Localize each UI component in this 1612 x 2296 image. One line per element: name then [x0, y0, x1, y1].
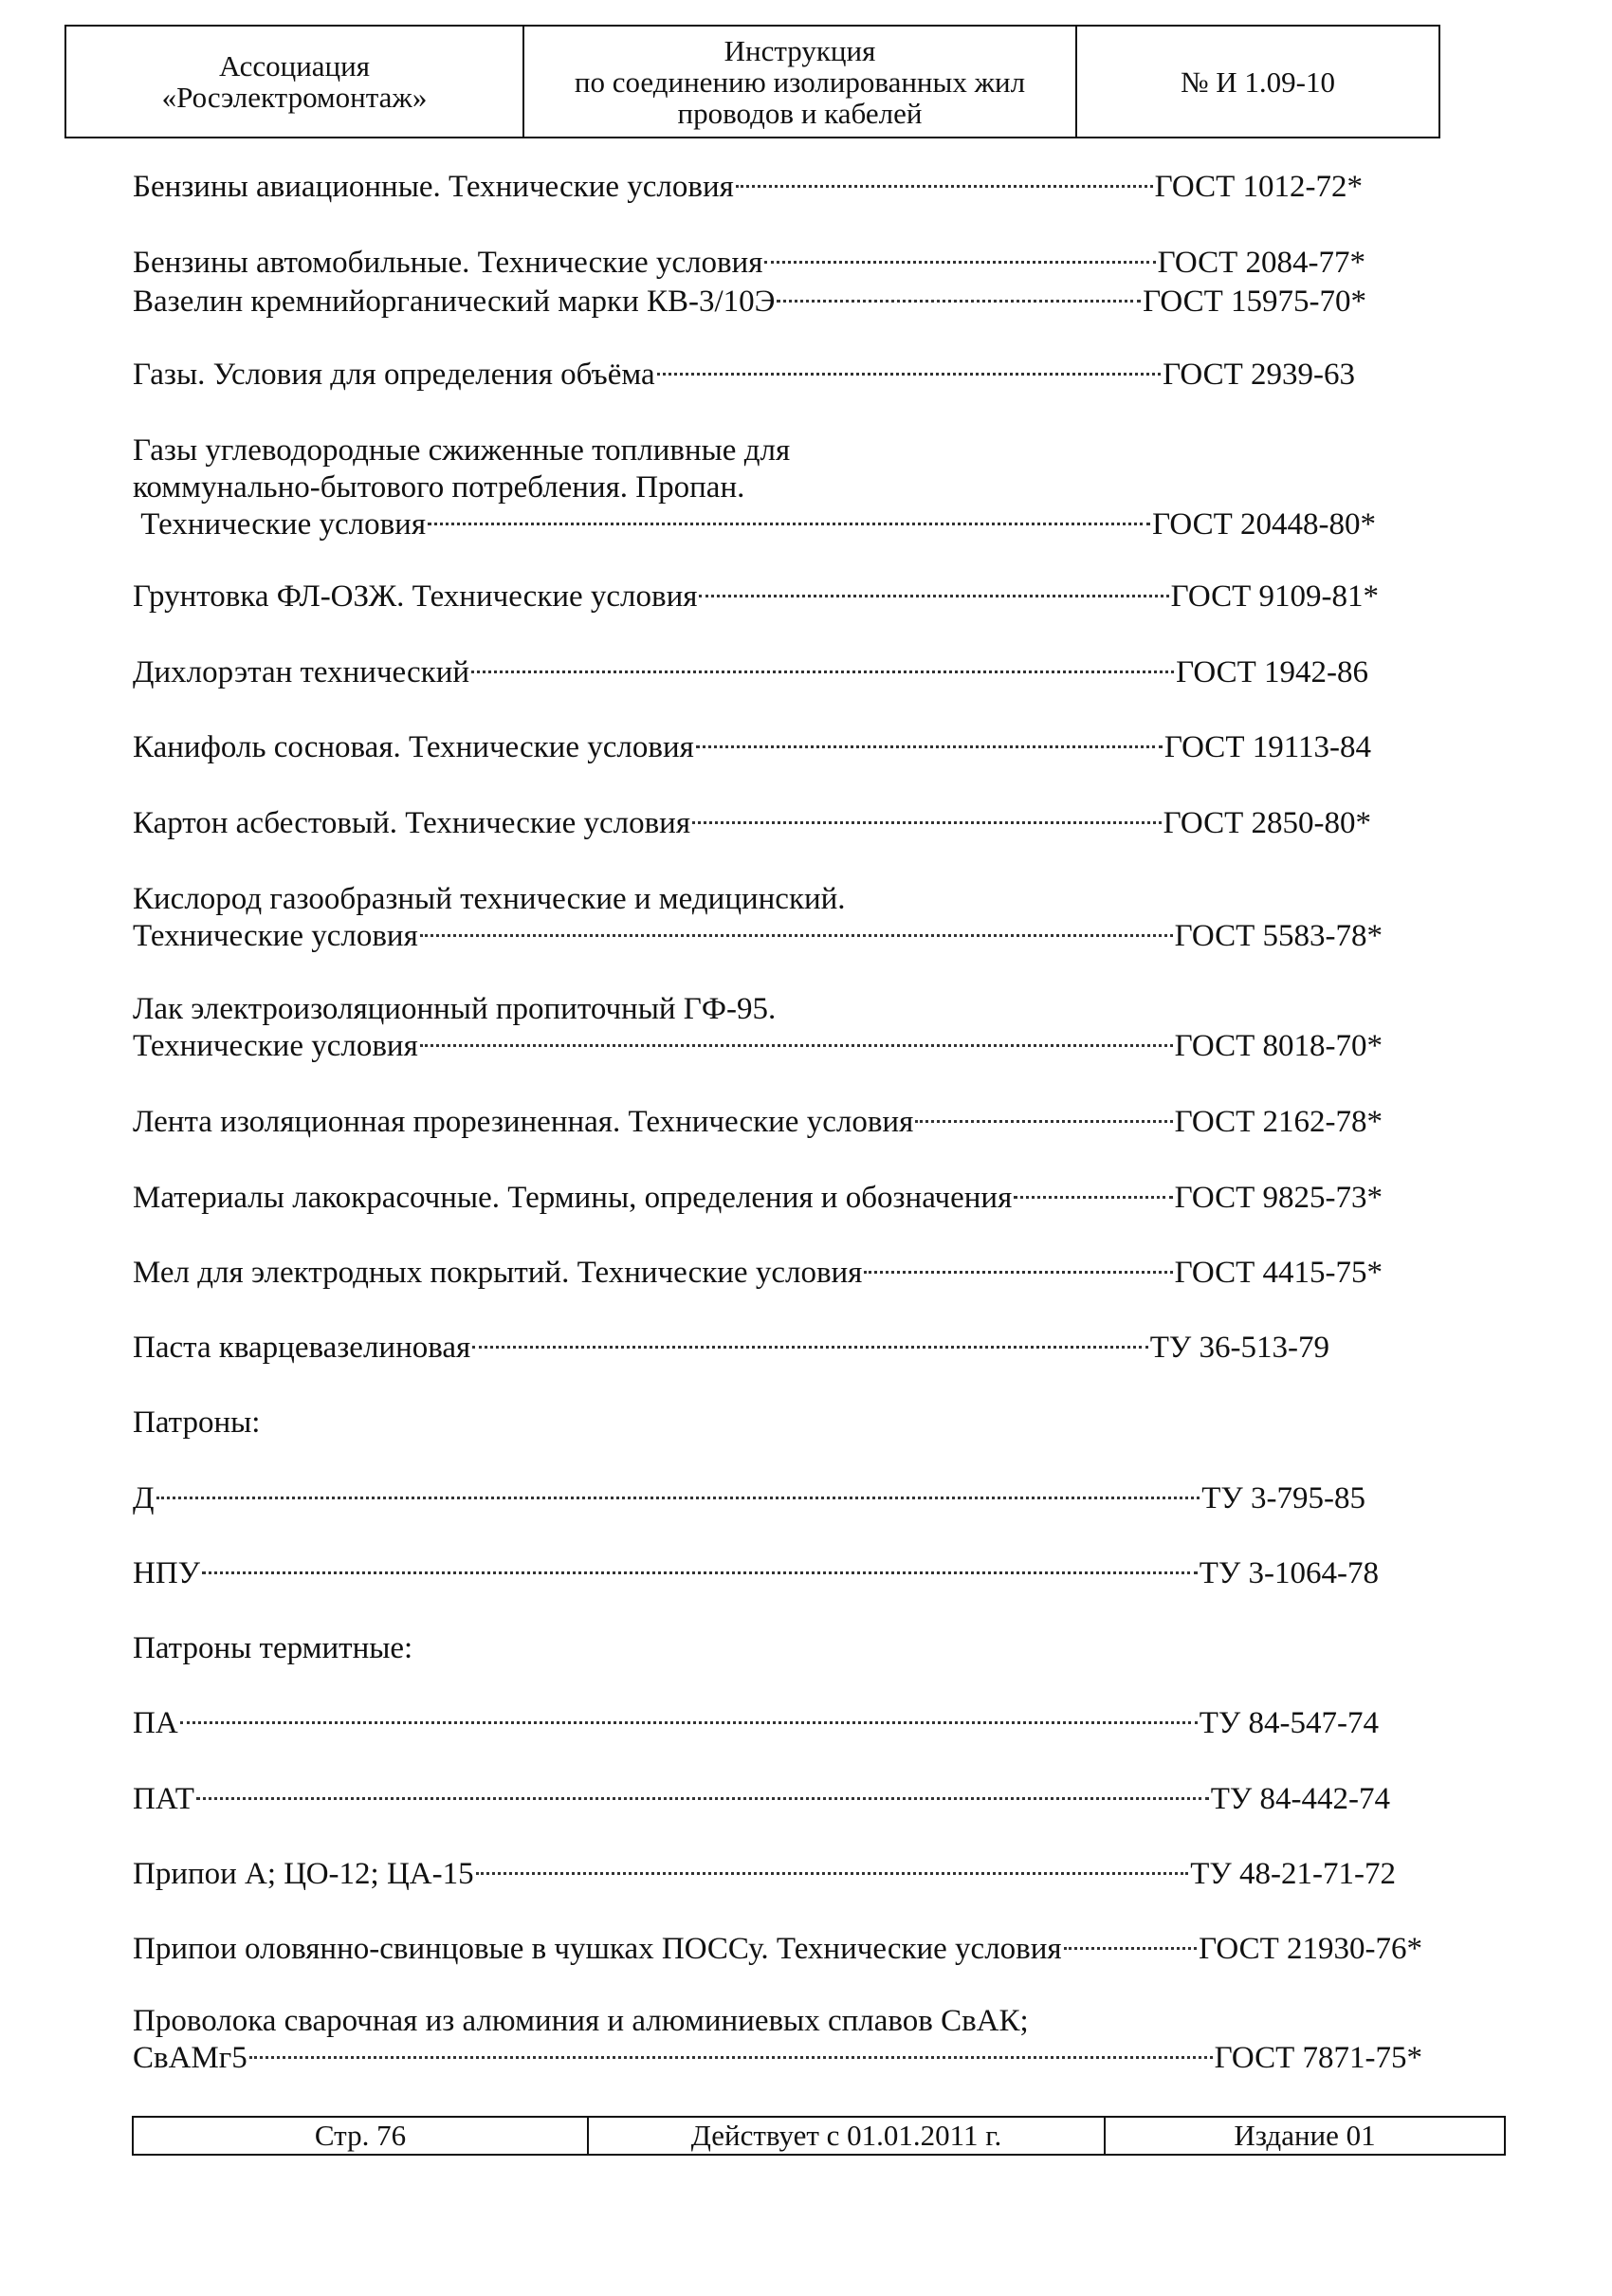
standard-reference: ТУ 36-513-79 [1149, 1331, 1329, 1365]
dot-leader [777, 300, 1141, 303]
dot-leader [915, 1120, 1172, 1123]
standard-reference: ГОСТ 2850-80* [1163, 806, 1371, 840]
reference-entry [133, 1180, 1383, 1217]
entry-row [133, 805, 1371, 842]
standard-reference: ГОСТ 20448-80* [1152, 507, 1376, 542]
dot-leader [699, 595, 1168, 597]
entry-row [133, 1330, 1329, 1367]
reference-entry [133, 579, 1379, 615]
reference-entry [133, 729, 1371, 766]
standard-reference: ГОСТ 15975-70* [1143, 285, 1366, 319]
reference-entry [133, 1856, 1396, 1893]
reference-entry [133, 1555, 1379, 1592]
entry-title: Припои А; ЦО-12; ЦА-15 [133, 1857, 474, 1891]
reference-entry [133, 357, 1355, 394]
document-title-line1: Инструкция [724, 33, 876, 67]
effective-date: Действует с 01.01.2011 г. [690, 2119, 1002, 2152]
entry-title: Патроны термитные: [133, 1631, 413, 1665]
entry-title: Бензины автомобильные. Технические условия [133, 246, 763, 280]
reference-entry [133, 805, 1371, 842]
entry-row [133, 1180, 1383, 1217]
standard-reference: ГОСТ 2084-77* [1157, 246, 1365, 280]
entry-row [133, 1480, 1365, 1517]
entry-title: НПУ [133, 1556, 201, 1590]
entry-title: ПАТ [133, 1782, 194, 1816]
reference-entry [133, 991, 1383, 1065]
entry-row [133, 506, 1376, 543]
standard-reference: ГОСТ 8018-70* [1174, 1029, 1383, 1063]
entry-title: Лента изоляционная прорезиненная. Технические условия [133, 1105, 914, 1139]
entry-title: Грунтовка ФЛ-ОЗЖ. Технические условия [133, 579, 698, 614]
entry-title: Материалы лакокрасочные. Термины, определения и обозначения [133, 1181, 1013, 1215]
dot-leader [249, 2056, 1213, 2059]
reference-entry [133, 1931, 1422, 1968]
dot-leader [476, 1872, 1189, 1875]
document-title-line3: проводов и кабелей [677, 96, 923, 130]
entry-row [133, 579, 1379, 615]
dot-leader [1014, 1196, 1172, 1199]
standard-reference: ГОСТ 19113-84 [1163, 730, 1371, 764]
reference-entry [133, 1405, 260, 1442]
reference-entry [133, 245, 1365, 282]
reference-entry [133, 2003, 1422, 2077]
entry-title: Припои оловянно-свинцовые в чушках ПОССу. Технические условия [133, 1932, 1062, 1966]
entry-row [133, 1104, 1383, 1141]
dot-leader [471, 670, 1174, 673]
entry-title-line: Лак электроизоляционный пропиточный ГФ-95. [133, 992, 777, 1026]
page-number: Стр. 76 [314, 2119, 407, 2152]
dot-leader [696, 745, 1163, 748]
entry-title: ПА [133, 1706, 178, 1740]
dot-leader [864, 1271, 1172, 1274]
standard-reference: ТУ 3-795-85 [1201, 1481, 1365, 1515]
standard-reference: ГОСТ 7871-75* [1214, 2041, 1422, 2075]
reference-entry [133, 284, 1366, 321]
entry-title-line: коммунально-бытового потребления. Пропан. [133, 470, 745, 505]
dot-leader [156, 1497, 1200, 1499]
dot-leader [736, 185, 1153, 188]
dot-leader [202, 1571, 1198, 1574]
document-number: № И 1.09-10 [1180, 64, 1336, 99]
entry-title: Технические условия [133, 919, 418, 953]
document-title-line2: по соединению изолированных жил [574, 64, 1026, 99]
entry-title: Технические условия [133, 1029, 418, 1063]
reference-entry [133, 1630, 412, 1667]
footer-table [132, 2116, 1506, 2156]
entry-title: Дихлорэтан технический [133, 655, 470, 689]
standard-reference: ТУ 84-547-74 [1199, 1706, 1379, 1740]
entry-title-line: Газы углеводородные сжиженные топливные для [133, 433, 791, 468]
standard-reference: ТУ 48-21-71-72 [1190, 1857, 1396, 1891]
entry-row [133, 1856, 1396, 1893]
reference-entry [133, 881, 1383, 955]
entry-title: Паста кварцевазелиновая [133, 1331, 471, 1365]
reference-entry [133, 1255, 1383, 1292]
entry-row [133, 1555, 1379, 1592]
entry-title: Технические условия [133, 507, 427, 542]
standard-reference: ГОСТ 9825-73* [1174, 1181, 1383, 1215]
entry-title-line: Кислород газообразный технические и медицинский. [133, 882, 846, 916]
entry-row [133, 1405, 260, 1442]
reference-entry [133, 1781, 1390, 1818]
standard-reference: ГОСТ 4415-75* [1174, 1256, 1383, 1290]
entry-row [133, 1630, 412, 1667]
standard-reference: ГОСТ 1942-86 [1176, 655, 1368, 689]
dot-leader [764, 261, 1155, 264]
entry-title-line: Проволока сварочная из алюминия и алюминиевых сплавов СвАК; [133, 2004, 1029, 2038]
standard-reference: ГОСТ 21930-76* [1199, 1932, 1422, 1966]
dot-leader [657, 373, 1161, 376]
dot-leader [420, 934, 1173, 937]
standard-reference: ГОСТ 2162-78* [1174, 1105, 1383, 1139]
entry-row [133, 284, 1366, 321]
standard-reference: ТУ 84-442-74 [1210, 1782, 1390, 1816]
effective-date-cell [587, 2118, 1104, 2154]
entry-row [133, 357, 1355, 394]
dot-leader [472, 1346, 1148, 1349]
entry-title: Картон асбестовый. Технические условия [133, 806, 691, 840]
organization-name-line1: Ассоциация [218, 49, 370, 83]
organization-cell [66, 27, 522, 137]
entry-row [133, 654, 1368, 691]
dot-leader [692, 821, 1162, 824]
document-number-cell [1075, 27, 1438, 137]
entry-title: Бензины авиационные. Технические условия [133, 170, 734, 204]
entry-row [133, 729, 1371, 766]
edition-cell [1104, 2118, 1504, 2154]
dot-leader [420, 1044, 1173, 1047]
entry-row [133, 918, 1383, 955]
reference-entry [133, 432, 1376, 543]
entry-title: Мел для электродных покрытий. Технические условия [133, 1256, 863, 1290]
entry-row [133, 1781, 1390, 1818]
page-number-cell [134, 2118, 587, 2154]
entry-row [133, 1028, 1383, 1065]
entry-title: Патроны: [133, 1405, 261, 1440]
dot-leader [180, 1721, 1198, 1724]
entry-row [133, 245, 1365, 282]
reference-entry [133, 1330, 1329, 1367]
entry-row [133, 1705, 1379, 1742]
reference-entry [133, 1480, 1365, 1517]
dot-leader [428, 523, 1150, 525]
standard-reference: ГОСТ 9109-81* [1170, 579, 1379, 614]
organization-name-line2: «Росэлектромонтаж» [161, 81, 428, 114]
reference-entry [133, 1104, 1383, 1141]
standard-reference: ГОСТ 2939-63 [1163, 358, 1355, 392]
reference-entry [133, 654, 1368, 691]
entry-row [133, 169, 1363, 206]
entry-row [133, 1931, 1422, 1968]
standard-reference: ТУ 3-1064-78 [1199, 1556, 1379, 1590]
standard-reference: ГОСТ 1012-72* [1154, 170, 1363, 204]
entry-row [133, 2040, 1422, 2077]
entry-title: СвАМг5 [133, 2041, 247, 2075]
header-table [64, 25, 1440, 138]
entry-title: Вазелин кремнийорганический марки КВ-3/10Э [133, 285, 776, 319]
reference-entry [133, 169, 1363, 206]
edition: Издание 01 [1234, 2119, 1376, 2152]
document-title-cell [522, 27, 1075, 137]
dot-leader [196, 1797, 1209, 1800]
standard-reference: ГОСТ 5583-78* [1174, 919, 1383, 953]
entry-row [133, 1255, 1383, 1292]
reference-entry [133, 1705, 1379, 1742]
entry-title: Д [133, 1481, 155, 1515]
dot-leader [1064, 1947, 1198, 1950]
entry-title: Канифоль сосновая. Технические условия [133, 730, 694, 764]
entry-title: Газы. Условия для определения объёма [133, 358, 655, 392]
